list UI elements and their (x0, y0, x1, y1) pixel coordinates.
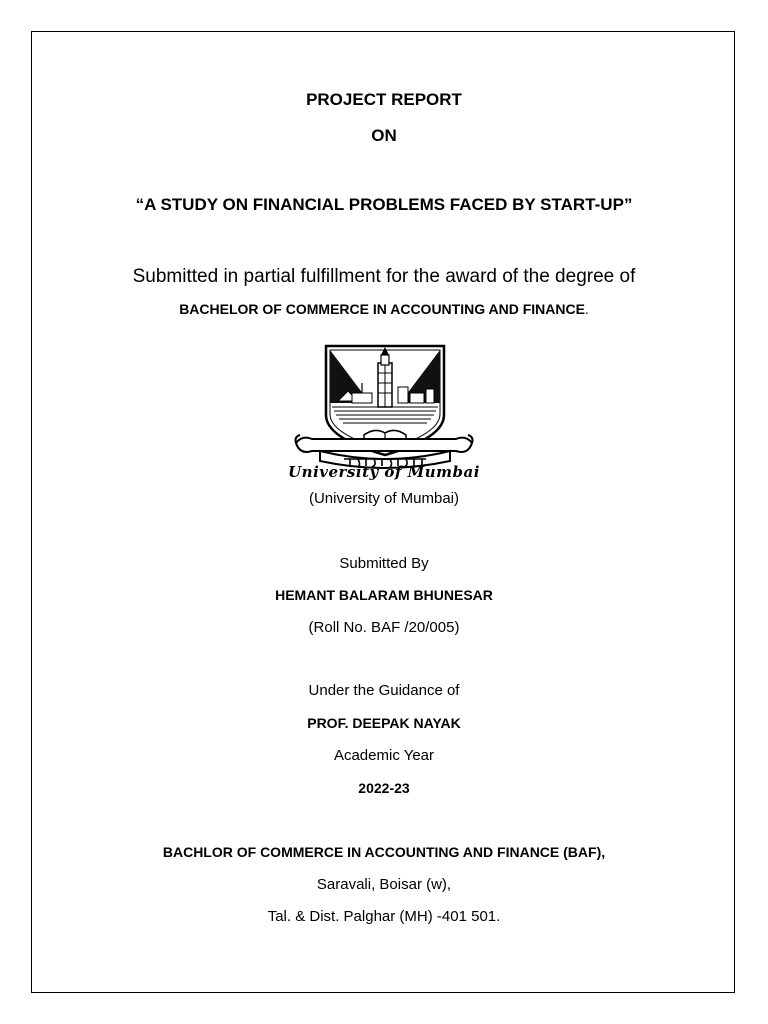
submitted-by-label: Submitted By (339, 555, 429, 572)
university-script-name: University of Mumbai (288, 463, 480, 481)
address-line-1: Saravali, Boisar (w), (316, 876, 452, 893)
department-name: BACHLOR OF COMMERCE IN ACCOUNTING AND FINANCE (BAF), (162, 844, 606, 860)
academic-year-label: Academic Year (333, 747, 435, 764)
academic-year: 2022-23 (358, 780, 410, 796)
guide-name: PROF. DEEPAK NAYAK (307, 715, 461, 731)
roll-number: (Roll No. BAF /20/005) (308, 619, 460, 636)
address-line-2: Tal. & Dist. Palghar (MH) -401 501. (267, 908, 501, 925)
guidance-label: Under the Guidance of (308, 682, 460, 699)
submitted-for-text: Submitted in partial fulfillment for the award of the degree of (132, 266, 636, 287)
report-heading: PROJECT REPORT (306, 90, 462, 109)
degree-line (0, 302, 768, 316)
degree-period: . (584, 301, 589, 317)
university-name: (University of Mumbai) (308, 490, 460, 507)
report-title: “A STUDY ON FINANCIAL PROBLEMS FACED BY START-UP” (135, 195, 633, 214)
degree-name: BACHELOR OF COMMERCE IN ACCOUNTING AND FINANCE (179, 301, 585, 317)
university-crest-icon (292, 343, 476, 483)
report-on: ON (371, 126, 397, 145)
student-name: HEMANT BALARAM BHUNESAR (275, 587, 493, 603)
